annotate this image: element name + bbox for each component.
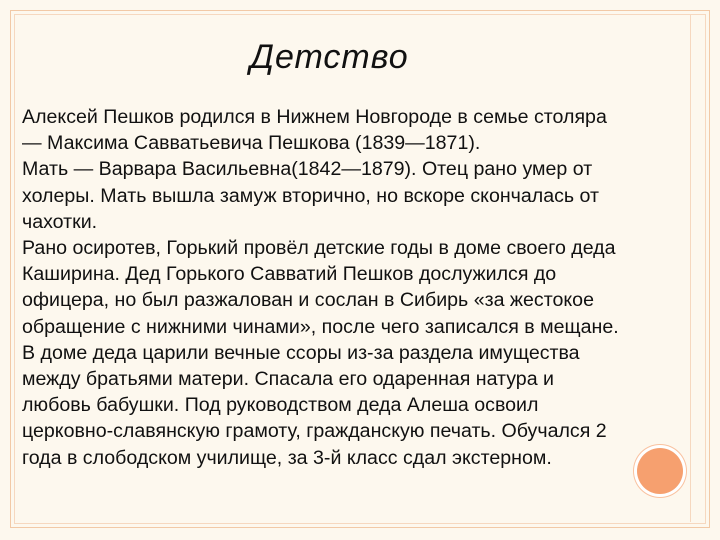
text-line: обращение с нижними чинами», после чего записался в мещане.: [22, 315, 619, 338]
decorative-circle: [637, 448, 683, 494]
text-line: Алексей Пешков родился в Нижнем Новгороде в семье столяра: [22, 106, 607, 128]
text-line: офицера, но был разжалован и сослан в Сибирь «за жестокое: [22, 289, 594, 312]
text-line: Мать — Варвара Васильевна(1842—1879). Отец рано умер от: [22, 158, 593, 181]
text-line: Рано осиротев, Горький провёл детские годы в доме своего деда: [22, 237, 616, 260]
slide-title: Детство: [250, 38, 409, 76]
text-line: чахотки.: [22, 210, 98, 233]
text-line: — Максима Савватьевича Пешкова (1839—1871).: [22, 132, 481, 155]
text-line: любовь бабушки. Под руководством деда Алеша освоил: [22, 394, 539, 417]
text-line: между братьями матери. Спасала его одаренная натура и: [22, 368, 554, 391]
text-line: церковно-славянскую грамоту, гражданскую печать. Обучался 2: [22, 420, 607, 443]
text-line: холеры. Мать вышла замуж вторично, но вскоре скончалась от: [22, 184, 599, 207]
slide-body-text: [22, 104, 702, 471]
text-line: года в слободском училище, за 3-й класс сдал экстерном.: [22, 446, 552, 469]
text-line: Каширина. Дед Горького Савватий Пешков дослужился до: [22, 263, 557, 286]
text-line: В доме деда царили вечные ссоры из-за раздела имущества: [22, 341, 580, 364]
